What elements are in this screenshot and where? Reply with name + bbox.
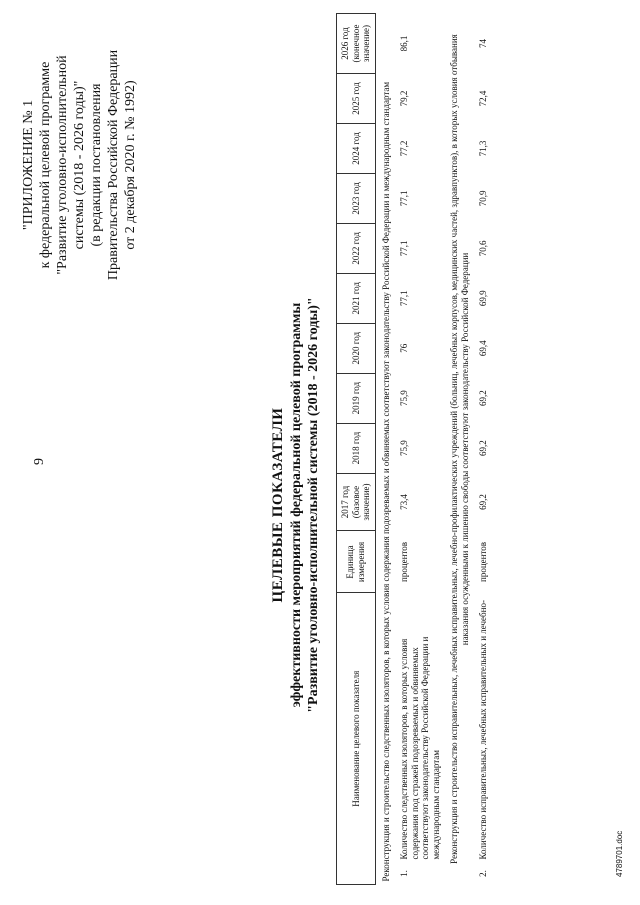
page-number: 9 (32, 458, 47, 465)
section-title: Реконструкция и строительство следственных изоляторов, в которых условия содержания подозреваемых и обвиняемых соответствуют законодательству Российской Федерации и международным стандартам (380, 81, 391, 882)
appendix-line: (в редакции постановления (89, 83, 104, 247)
header-2018: 2018 год (337, 423, 376, 473)
value-cell: 86,1 (399, 35, 409, 52)
appendix-line: Правительства Российской Федерации (106, 49, 121, 281)
value-cell: 69,2 (478, 390, 488, 407)
value-cell: 77,2 (399, 140, 409, 157)
value-cell: 69,2 (478, 440, 488, 456)
section-title: Реконструкция и строительство исправительных, лечебных исправительных, лечебно-профилактических учреждений (больниц, лечебных корпусов, медицинских частей, здравпунктов), в которых условия отбывания наказания осужденными к лишению свободы соответствуют законодательству Российской Федерации (449, 34, 470, 864)
value-cell: 74 (478, 39, 488, 49)
unit-cell: процентов (399, 541, 409, 582)
value-cell: 77,1 (399, 240, 409, 257)
table-row (475, 14, 492, 885)
header-2021: 2021 год (337, 273, 376, 323)
section-row (375, 14, 396, 885)
value-cell: 73,4 (399, 494, 409, 510)
header-2022: 2022 год (337, 223, 376, 273)
value-cell: 77,1 (399, 190, 409, 207)
value-cell: 71,3 (478, 140, 488, 157)
value-cell: 69,9 (478, 290, 488, 307)
value-cell: 76 (399, 343, 409, 353)
appendix-line: "ПРИЛОЖЕНИЕ № 1 (21, 99, 36, 231)
value-cell: 75,9 (399, 390, 409, 407)
value-cell: 75,9 (399, 440, 409, 456)
row-number: 1. (399, 870, 409, 877)
value-cell: 72,4 (478, 90, 488, 107)
title-subheading: эффективности мероприятий федеральной целевой программы (289, 302, 304, 708)
file-name-footer: 4789701.doc (615, 830, 624, 877)
appendix-line: системы (2018 - 2026 годы)" (72, 80, 87, 250)
appendix-line: "Развитие уголовно-исполнительной (55, 55, 70, 275)
header-base: 2017 год (базовое значение) (337, 473, 376, 531)
header-2020: 2020 год (337, 323, 376, 373)
header-2019: 2019 год (337, 373, 376, 423)
title-heading: ЦЕЛЕВЫЕ ПОКАЗАТЕЛИ (270, 407, 286, 603)
table-row (396, 14, 444, 885)
header-2024: 2024 год (337, 123, 376, 173)
targets-table (336, 13, 492, 885)
value-cell: 70,6 (478, 240, 488, 257)
indicator-name: Количество исправительных, лечебных исправительных и лечебно- (478, 600, 488, 860)
header-unit: Единица измерения (337, 531, 376, 593)
table-header-row (337, 14, 376, 885)
document-title (268, 225, 322, 785)
header-2023: 2023 год (337, 173, 376, 223)
header-2025: 2025 год (337, 74, 376, 124)
unit-cell: процентов (478, 541, 488, 582)
value-cell: 69,4 (478, 340, 488, 357)
appendix-block (20, 15, 139, 315)
title-program-name: "Развитие уголовно-исполнительной системы (2018 - 2026 годы)" (306, 297, 321, 713)
section-row (444, 14, 475, 885)
row-number: 2. (478, 870, 488, 877)
value-cell: 77,1 (399, 290, 409, 307)
value-cell: 70,9 (478, 190, 488, 207)
header-2026: 2026 год (конечное значение) (337, 14, 376, 74)
appendix-line: к федеральной целевой программе (38, 61, 53, 269)
appendix-line: от 2 декабря 2020 г. № 1992) (123, 80, 138, 250)
header-name: Наименование целевого показателя (337, 593, 376, 885)
value-cell: 79,2 (399, 90, 409, 107)
indicator-name: Количество следственных изоляторов, в которых условия содержания под стражей подозреваемых и обвиняемых соответствуют законодательству Российской Федерации и международным стандартам (399, 636, 441, 860)
value-cell: 69,2 (478, 494, 488, 510)
